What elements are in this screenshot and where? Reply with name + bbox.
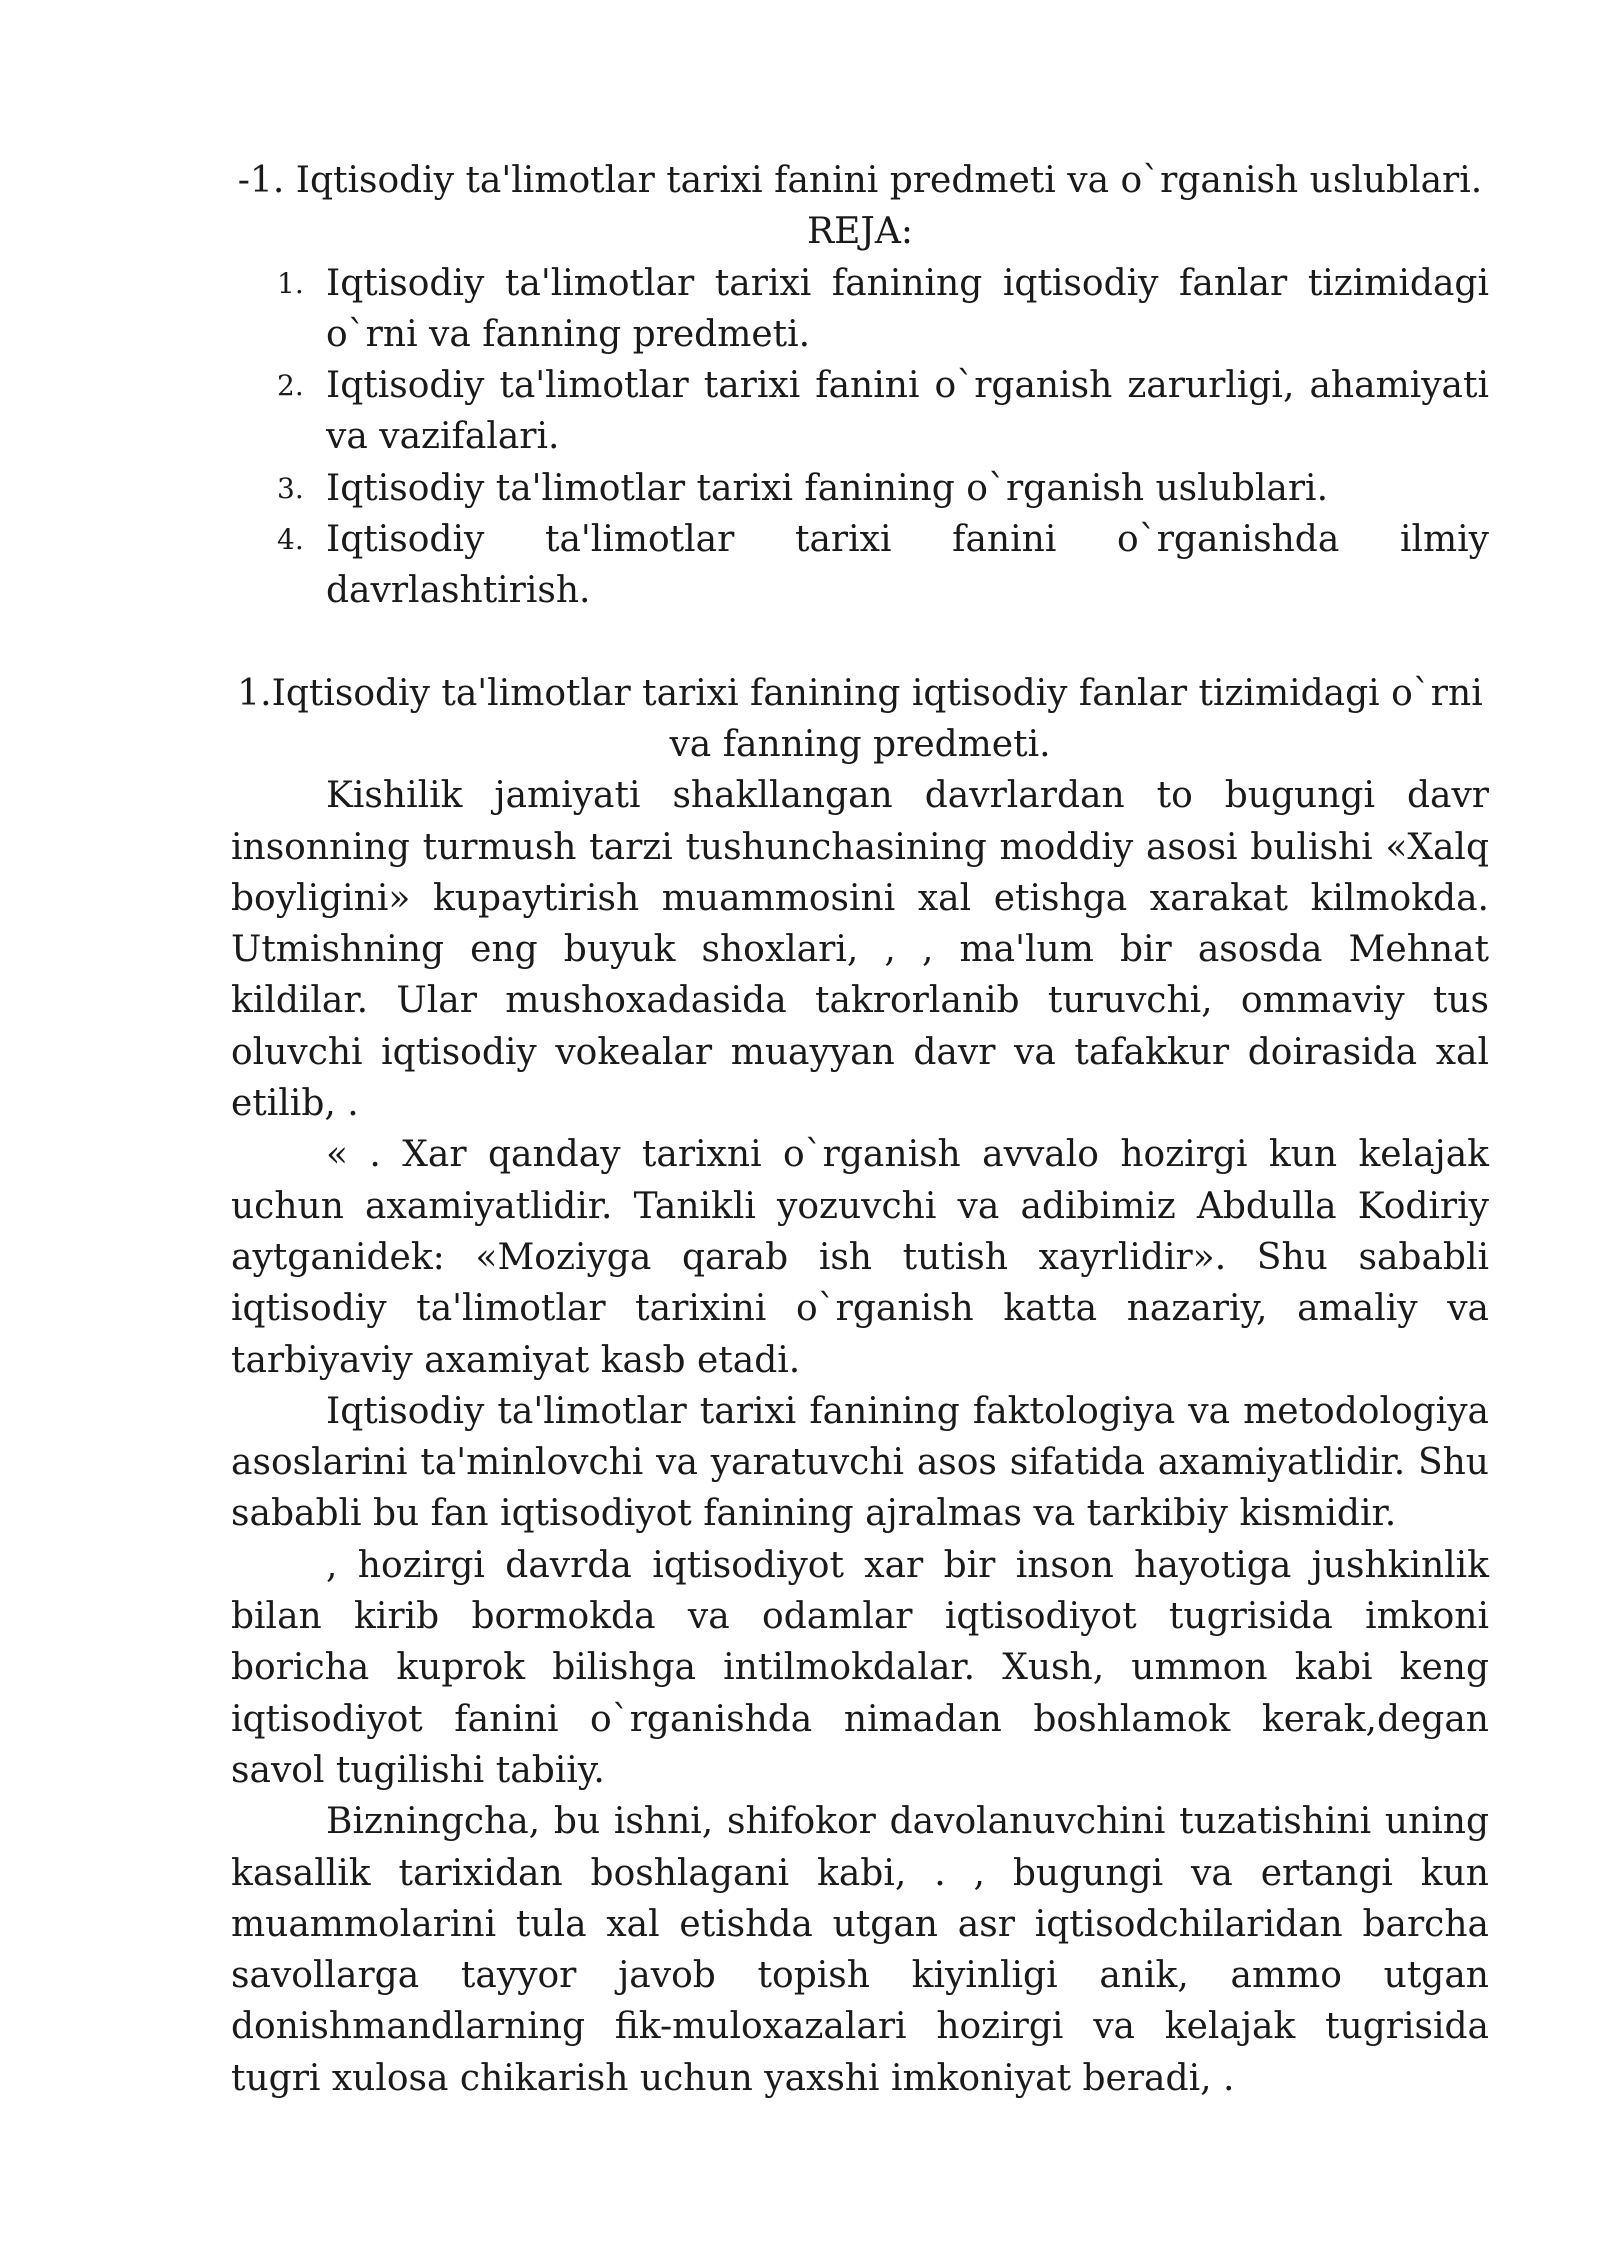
body-paragraph: , hozirgi davrda iqtisodiyot xar bir inson hayotiga jushkinlik bilan kirib bormokda va odamlar iqtisodiyot tugrisida imkoni boricha kuprok bilishga intilmokdalar. Xush, ummon kabi keng iqtisodiyot fanini o`rganishda nimadan boshlamok kerak,degan savol tugilishi tabiiy. xyxy=(231,1544,1489,1791)
document-page xyxy=(231,155,1489,2104)
plan-item-number: 3. xyxy=(277,471,304,505)
plan-list xyxy=(231,258,1489,617)
plan-item xyxy=(231,258,1489,361)
blank-line xyxy=(231,617,1489,668)
body-paragraph: Bizningcha, bu ishni, shifokor davolanuvchini tuzatishini uning kasallik tarixidan boshlagani kabi, . , bugungi va ertangi kun muammolarini tula xal etishda utgan asr iqtisodchilaridan barcha savollarga tayyor javob topish kiyinligi anik, ammo utgan donishmandlarning fik-muloxazalari hozirgi va kelajak tugrisida tugri xulosa chikarish uchun yaxshi imkoniyat beradi, . xyxy=(231,1801,1489,2099)
plan-item-number: 1. xyxy=(277,266,304,300)
plan-item-text: Iqtisodiy ta'limotlar tarixi fanini o`rganishda ilmiy davrlashtirish. xyxy=(326,519,1489,612)
plan-heading: REJA: xyxy=(807,211,913,253)
plan-item-text: Iqtisodiy ta'limotlar tarixi fanining iqtisodiy fanlar tizimidagi o`rni va fanning predmeti. xyxy=(326,262,1489,355)
plan-item-text: Iqtisodiy ta'limotlar tarixi fanining o`rganish uslublari. xyxy=(326,467,1329,509)
body-paragraph: Kishilik jamiyati shakllangan davrlardan to bugungi davr insonning turmush tarzi tushunchasining moddiy asosi bulishi «Xalq boyligini» kupaytirish muammosini xal etishga xarakat kilmokda. Utmishning eng buyuk shoxlari, , , ma'lum bir asosda Mehnat kildilar. Ular mushoxadasida takrorlanib turuvchi, ommaviy tus oluvchi iqtisodiy vokealar muayyan davr va tafakkur doirasida xal etilib, . xyxy=(231,775,1489,1125)
plan-item-number: 4. xyxy=(277,523,304,557)
plan-item-text: Iqtisodiy ta'limotlar tarixi fanini o`rganish zarurligi, ahamiyati va vazifalari. xyxy=(326,365,1489,458)
body-paragraph: « . Xar qanday tarixni o`rganish avvalo hozirgi kun kelajak uchun axamiyatlidir. Tanikli yozuvchi va adibimiz Abdulla Kodiriy aytganidek: «Moziyga qarab ish tutish xayrlidir». Shu sababli iqtisodiy ta'limotlar tarixini o`rganish katta nazariy, amaliy va tarbiyaviy axamiyat kasb etadi. xyxy=(231,1134,1489,1381)
plan-item xyxy=(231,360,1489,463)
plan-item xyxy=(231,463,1489,514)
section-heading: 1.Iqtisodiy ta'limotlar tarixi fanining iqtisodiy fanlar tizimidagi o`rni va fanning predmeti. xyxy=(237,672,1483,765)
plan-item-number: 2. xyxy=(277,369,304,403)
body-paragraph: Iqtisodiy ta'limotlar tarixi fanining faktologiya va metodologiya asoslarini ta'minlovchi va yaratuvchi asos sifatida axamiyatlidir. Shu sababli bu fan iqtisodiyot fanining ajralmas va tarkibiy kismidir. xyxy=(231,1390,1489,1535)
document-title: -1. Iqtisodiy ta'limotlar tarixi fanini predmeti va o`rganish uslublari. xyxy=(237,160,1483,201)
plan-item xyxy=(231,514,1489,617)
